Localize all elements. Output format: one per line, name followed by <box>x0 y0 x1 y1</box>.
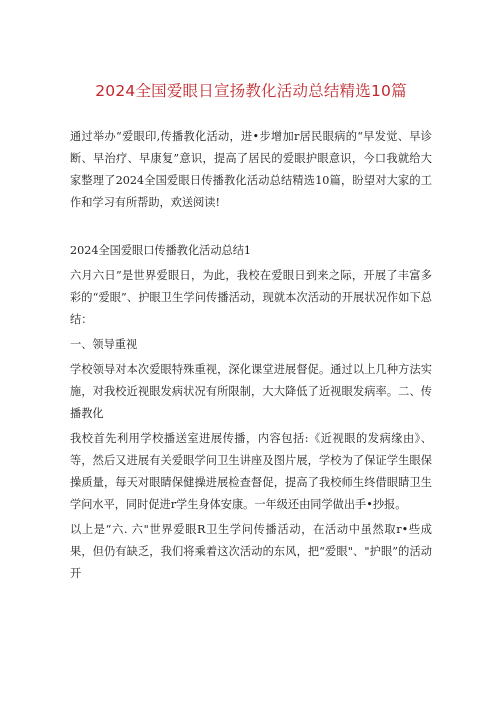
body-paragraph-2: 学校领导对本次爱眼特殊重视，深化课堂进展督促。通过以上几种方法实施，对我校近视眼发病状况有所限制，大大降低了近视眼发病率。二、传播教化 <box>70 363 432 420</box>
body-paragraph-1: 六月六日”是世界爱眼日，为此，我校在爱眼日到来之际，开展了丰富多彩的“爱眼”、护眼卫生学问传播活动，现就本次活动的开展状况作如下总结： <box>70 269 432 326</box>
subheading-leadership: 一、领导重视 <box>70 338 138 351</box>
section-title: 2024全国爱眼口传播教化活动总结1 <box>70 244 252 257</box>
body-paragraph-3: 我校首先利用学校播送室进展传播，内容包括:《近视眼的发病缘由》、等，然后又进展有关爱眼学问卫生讲座及图片展，学校为了保证学生眼保操质量，每天对眼睛保健操进展检查督促，提高了我校师生终借眼睛卫生学问水平，同时促进r学生身体安康。一年级还由同学做出手•抄报。 <box>70 432 432 511</box>
document-title: 2024全国爱眼日宣扬教化活动总结精选10篇 <box>95 82 407 100</box>
body-paragraph-4: 以上是“六. 六"世界爱眼R卫生学问传播活动，在活动中虽然取r•些成果，但仍有缺乏，我们将乘着这次活动的东风，把“爱眼"、"护眼”的活动开 <box>70 523 432 580</box>
intro-paragraph: 通过举办“爱眼印,传播教化活动，进•步增加r居民眼病的“早发觉、早诊断、早治疗、早康复”意识，提高了居民的爱眼护眼意识，今口我就给大家整理了2024全国爱眼日传播教化活动总结精选10篇，盼望对大家的工作和学习有所帮助，欢送阅读! <box>70 130 432 209</box>
